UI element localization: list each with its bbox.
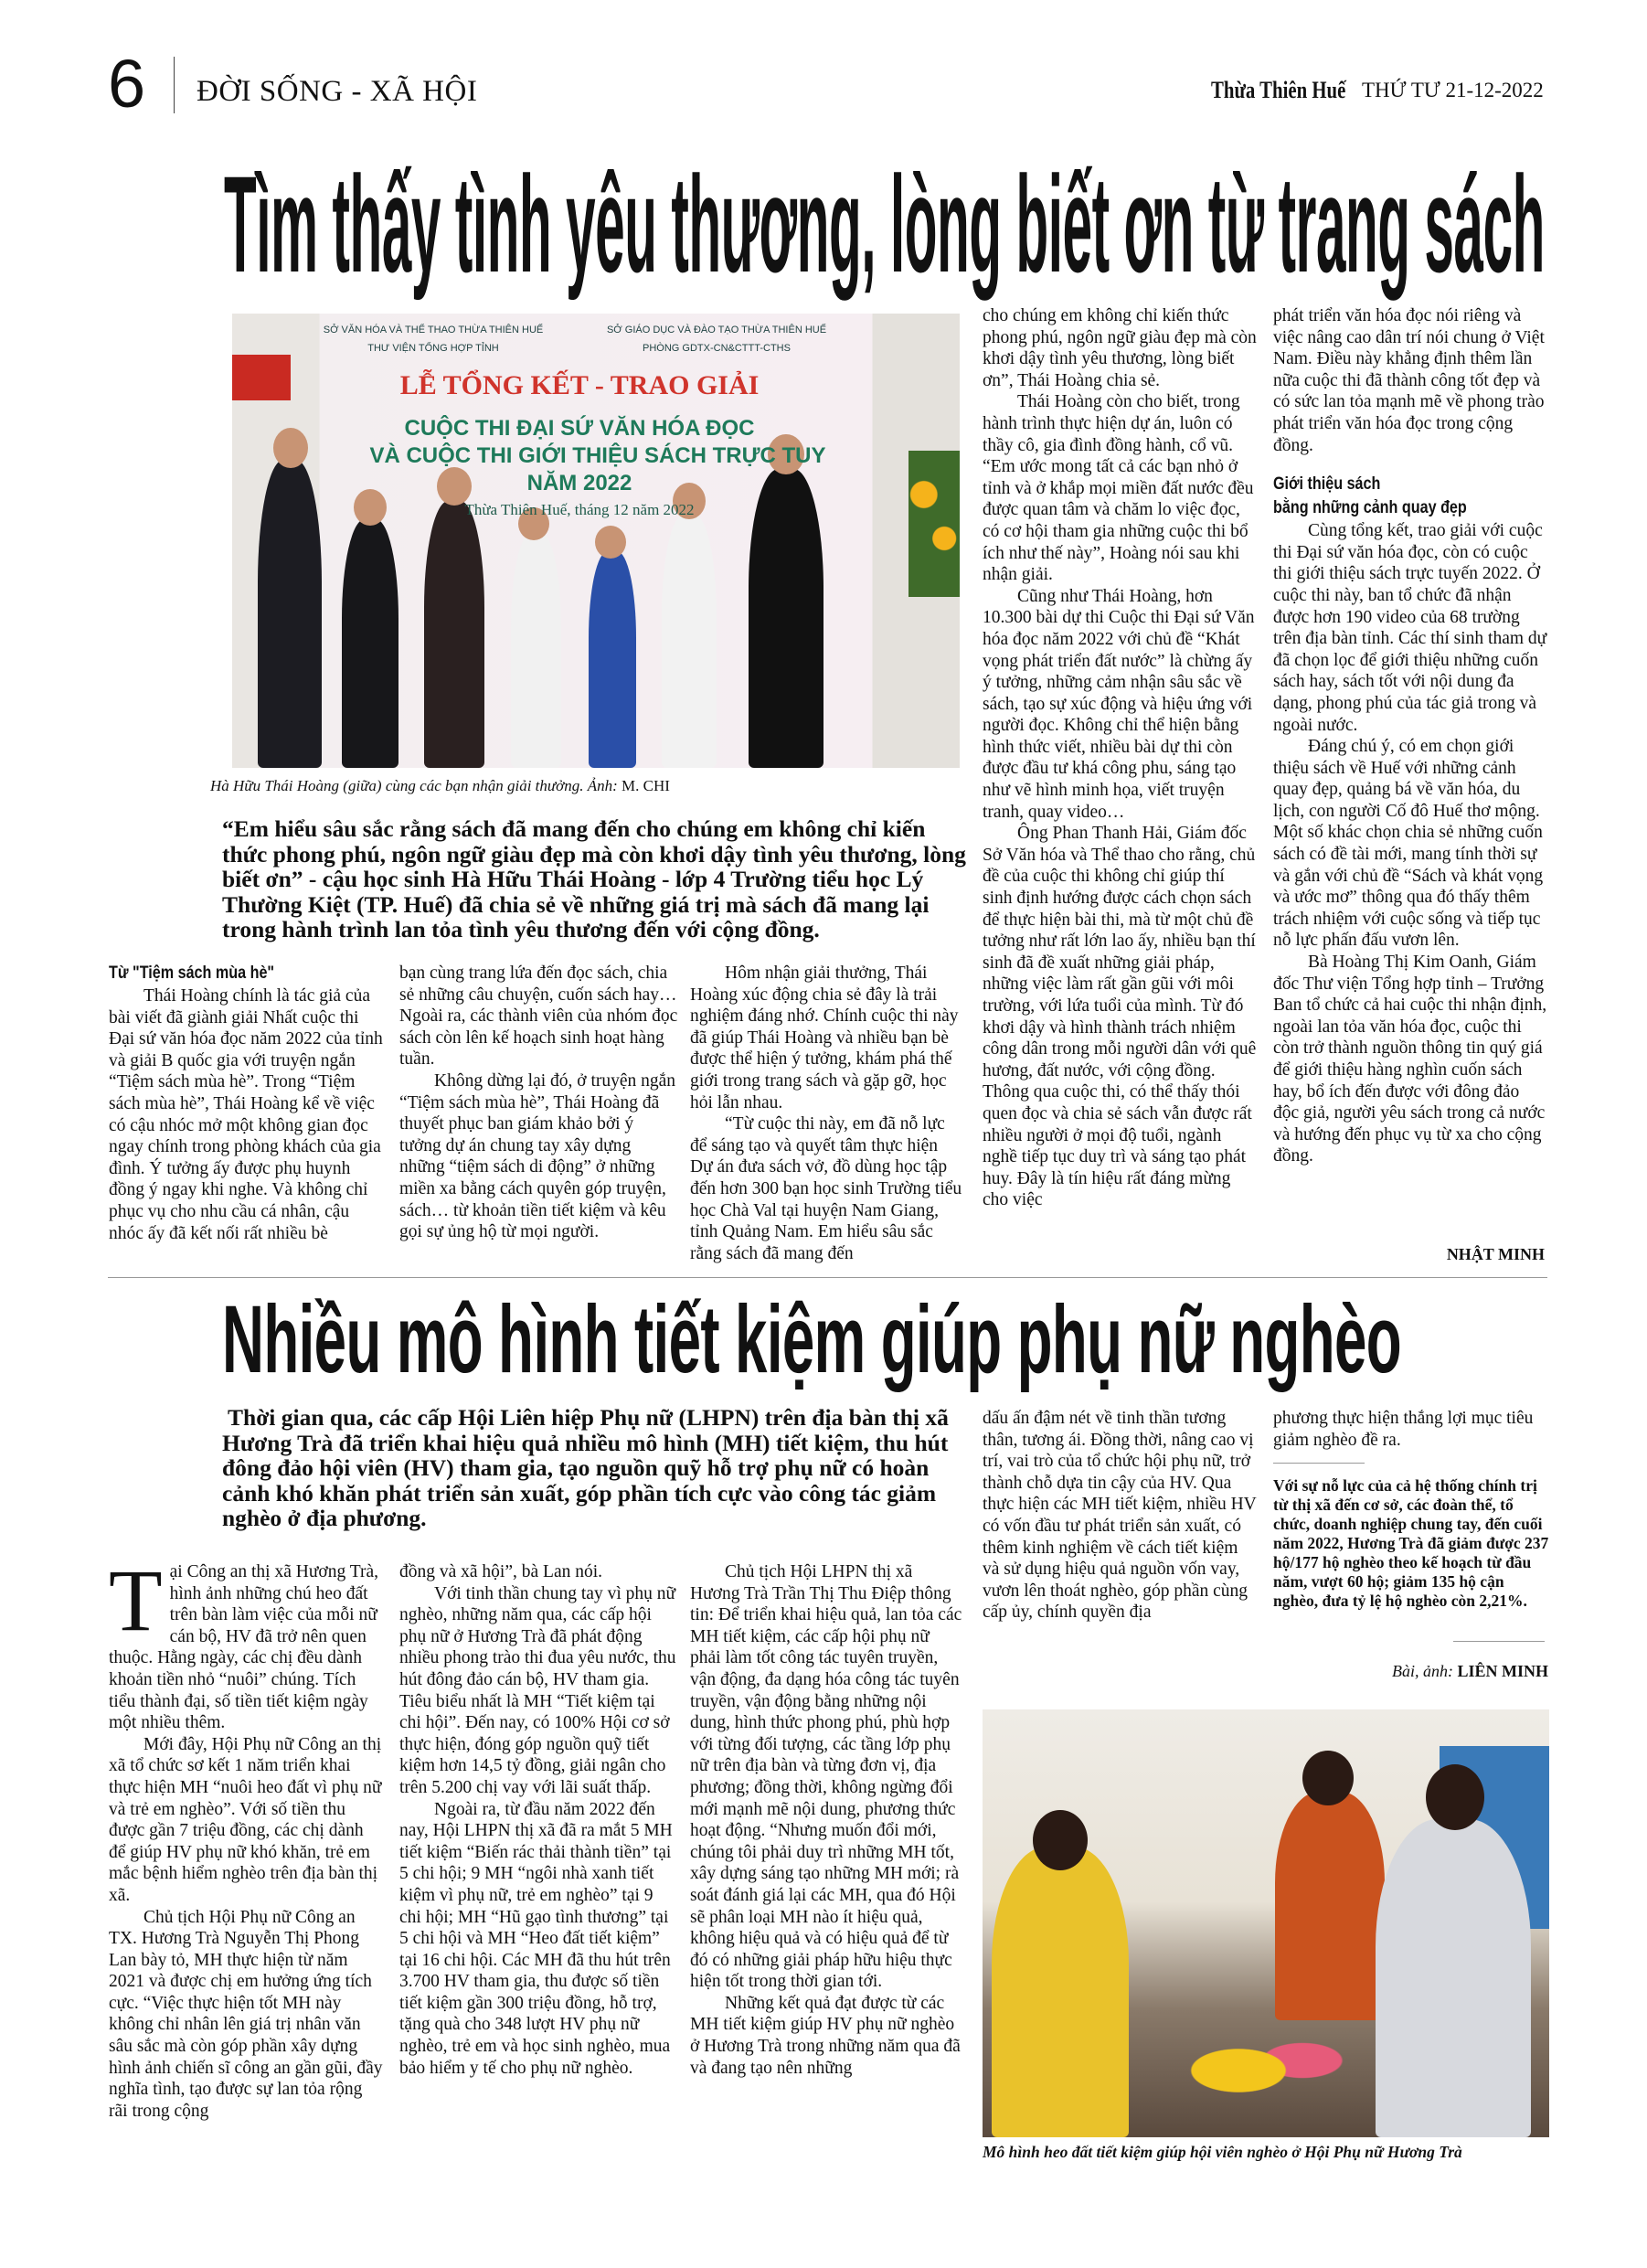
paragraph: cho chúng em không chỉ kiến thức phong phú, ngôn ngữ giàu đẹp mà còn khơi dậy tình yêu thương, lòng biết ơn”, Thái Hoàng chia sẻ.	[983, 306, 1257, 390]
paragraph: Thái Hoàng chính là tác giả của bài viết đã giành giải Nhất cuộc thi Đại sứ văn hóa đọc năm 2022 của tỉnh và giải B quốc gia với truyện ngắn “Tiệm sách mùa hè”. Trong “Tiệm sách mùa hè”, Thái Hoàng kể về việc có cậu nhóc mở một không gian đọc ngay chính trong phòng khách của gia đình. Ý tưởng ấy được phụ huynh đồng ý ngay khi nghe. Và không chỉ phục vụ cho nhu cầu cá nhân, cậu nhóc ấy đã kết nối rất nhiều bè	[109, 986, 383, 1243]
highlight-box: Với sự nỗ lực của cả hệ thống chính trị từ thị xã đến cơ sở, các đoàn thể, tổ chức, doanh nghiệp chung tay, đến cuối năm 2022, Hương Trà đã giảm được 237 hộ/177 hộ nghèo theo kế hoạch từ đầu năm, vượt 60 hộ; giảm 135 hộ cận nghèo, đưa tỷ lệ hộ nghèo còn 2,21%.	[1273, 1476, 1549, 1610]
article2-column-1	[109, 1551, 383, 2122]
issue-date: THỨ TƯ 21-12-2022	[1362, 79, 1544, 101]
photo-credit: M. CHI	[622, 777, 670, 794]
paragraphs	[1273, 520, 1547, 1167]
article1-headline: Tìm thấy tình yêu thương, lòng biết ơn từ trang sách	[224, 147, 1545, 301]
flowers	[909, 451, 960, 597]
page-number: 6	[108, 46, 146, 122]
person	[589, 551, 636, 768]
newspaper-name: Thừa Thiên Huế	[1211, 77, 1346, 103]
paragraph: Mới đây, Hội Phụ nữ Công an thị xã tổ chức sơ kết 1 năm triển khai thực hiện MH “nuôi heo đất vì phụ nữ và trẻ em nghèo”. Với số tiền thu được gần 7 triệu đồng, các chị dành để giúp HV phụ nữ khó khăn, trẻ em mắc bệnh hiểm nghèo trên địa bàn thị xã.	[109, 1734, 382, 1905]
banner-place: Thừa Thiên Huế, tháng 12 năm 2022	[464, 501, 695, 518]
banner-org-left-1: SỞ VĂN HÓA VÀ THỂ THAO THỪA THIÊN HUẾ	[323, 325, 544, 335]
wall-sign	[232, 355, 291, 400]
piggy-banks	[1165, 2020, 1348, 2121]
paragraph: Với tinh thần chung tay vì phụ nữ nghèo, những năm qua, các cấp hội phụ nữ ở Hương Trà đã phát động nhiều phong trào thi đua yêu nước, thu hút đông đảo cán bộ, HV tham gia. Tiêu biểu nhất là MH “Tiết kiệm tại chi hội”. Đến nay, có 100% Hội cơ sở thực hiện, đóng góp nguồn quỹ tiết kiệm hơn 14,5 tỷ đồng, giải ngân cho trên 5.200 chị vay với lãi suất thấp.	[399, 1583, 676, 1797]
article2-byline	[1392, 1662, 1548, 1681]
paragraphs	[109, 985, 383, 1244]
article2-headline: Nhiều mô hình tiết kiệm giúp phụ nữ nghèo	[222, 1286, 1402, 1393]
paragraph: phát triển văn hóa đọc nói riêng và việc nâng cao dân trí nói chung ở Việt Nam. Điều này khẳng định thêm lần nữa cuộc thi đã thành công tốt đẹp và có sức lan tỏa mạnh mẽ về phong trào phát triển văn hóa đọc trong cộng đồng.	[1273, 306, 1545, 455]
paragraph: Những kết quả đạt được từ các MH tiết kiệm giúp HV phụ nữ nghèo ở Hương Trà trong những năm qua đã và đang tạo nên những	[690, 1993, 961, 2078]
person	[258, 460, 322, 768]
paragraph: dấu ấn đậm nét về tinh thần tương thân, tương ái. Đồng thời, nâng cao vị trí, vai trò của tổ chức hội phụ nữ, trở thành chỗ dựa tin cậy của HV. Qua thực hiện các MH tiết kiệm, nhiều HV có vốn đầu tư phát triển sản xuất, có thêm kinh nghiệm về cách tiết kiệm và sử dụng hiệu quả nguồn vốn vay, vươn lên thoát nghèo, góp phần cùng cấp ủy, chính quyền địa	[983, 1409, 1257, 1623]
caption-text: Hà Hữu Thái Hoàng (giữa) cùng các bạn nhận giải thưởng. Ảnh:	[210, 777, 622, 794]
head	[273, 428, 308, 468]
person	[1275, 1792, 1385, 2020]
banner-org-left-2: THƯ VIỆN TỔNG HỢP TỈNH	[367, 343, 499, 354]
article1-column-4	[983, 305, 1257, 1211]
paragraph: Cũng như Thái Hoàng, hơn 10.300 bài dự thi Cuộc thi Đại sứ Văn hóa đọc năm 2022 với chủ đề “Khát vọng phát triển đất nước” là chừng ấy ý tưởng, những cảm nhận sâu sắc về sách, tạo sự xúc động và hiệu ứng với người đọc. Không chỉ thể hiện bằng hình thức viết, nhiều bài dự thi còn được đầu tư khá công phu, sáng tạo như vẽ hình minh họa, viết truyện tranh, quay video…	[983, 586, 1255, 822]
article1-column-5	[1273, 305, 1547, 1167]
banner-year: NĂM 2022	[526, 471, 632, 495]
head	[1033, 1810, 1088, 1870]
article2-photo-caption: Mô hình heo đất tiết kiệm giúp hội viên nghèo ở Hội Phụ nữ Hương Trà	[983, 2143, 1462, 2161]
banner-org-right-1: SỞ GIÁO DỤC VÀ ĐÀO TẠO THỪA THIÊN HUẾ	[606, 325, 827, 335]
person	[342, 519, 398, 768]
person	[424, 501, 484, 768]
article1-column-3	[690, 963, 962, 1264]
paragraph: Chủ tịch Hội Phụ nữ Công an TX. Hương Trà Nguyễn Thị Phong Lan bày tỏ, MH thực hiện từ năm 2021 và được chị em hưởng ứng tích cực. “Việc thực hiện tốt MH này không chỉ nhân lên giá trị nhân văn sâu sắc mà còn góp phần xây dựng hình ảnh chiến sĩ công an gần gũi, đầy nghĩa tình, tạo được sự lan tỏa rộng rãi trong cộng	[109, 1907, 383, 2121]
paragraph: Đáng chú ý, có em chọn giới thiệu sách về Huế với những cảnh quay đẹp, quảng bá về văn hóa, du lịch, con người Cố đô Huế thơ mộng. Một số khác chọn chia sẻ những cuốn sách có đề tài mới, mang tính thời sự và gắn với chủ đề “Sách và khát vọng và ước mơ” thông qua đó thấy thêm trách nhiệm với cuộc sống và tiếp tục nỗ lực phấn đấu vươn lên.	[1273, 737, 1544, 951]
banner-org-right-2: PHÒNG GDTX-CN&CTTT-CTHS	[643, 343, 791, 354]
person	[1376, 1819, 1531, 2137]
paragraph: “Từ cuộc thi này, em đã nỗ lực để sáng tạo và quyết tâm thực hiện Dự án đưa sách vở, đồ dùng học tập đến hơn 300 bạn học sinh Trường tiểu học Chà Val tại huyện Nam Giang, tỉnh Quảng Nam. Em hiểu sâu sắc rằng sách đã mang đến	[690, 1114, 962, 1263]
byline-prefix: Bài, ảnh:	[1391, 1662, 1458, 1680]
paragraph: Thái Hoàng còn cho biết, trong hành trình thực hiện dự án, luôn có thầy cô, gia đình đồng hành, cổ vũ. “Em ước mong tất cả các bạn nhỏ ở tỉnh và ở khắp mọi miền đất nước đều được quan tâm và chăm lo việc đọc, có cơ hội tham gia những cuộc thi bổ ích như thế này”, Hoàng nói sau khi nhận giải.	[983, 392, 1254, 585]
article1-column-2	[399, 963, 678, 1243]
banner-title: LỄ TỔNG KẾT - TRAO GIẢI	[399, 370, 760, 400]
article1-photo	[232, 314, 960, 768]
head	[595, 526, 626, 559]
paragraph: bạn cùng trang lứa đến đọc sách, chia sẻ những câu chuyện, cuốn sách hay… Ngoài ra, các thành viên của nhóm đọc sách còn lên kế hoạch sinh hoạt hàng tuần.	[399, 964, 678, 1070]
article2-column-3	[690, 1561, 962, 2079]
paragraph: Chủ tịch Hội LHPN thị xã Hương Trà Trần Thị Thu Điệp thông tin: Để triển khai hiệu quả, lan tỏa các MH tiết kiệm, các cấp hội phụ nữ phải làm tốt công tác tuyên truyền, vận động, đa dạng hóa công tác tuyên truyền, vận động bằng những nội dung, hình thức phong phú, phù hợp với từng đối tượng, các tầng lớp phụ nữ trên địa bàn và từng đơn vị, địa phương; đồng thời, không ngừng đổi mới mạnh mẽ nội dung, phương thức hoạt động. “Nhưng muốn đổi mới, chúng tôi phải duy trì những MH tốt, xây dựng sáng tạo những MH mới; rà soát đánh giá lại các MH, qua đó Hội sẽ phân loại MH nào ít hiệu quả, không hiệu quả và có hiệu quả để từ đó có những giải pháp hữu hiệu thực hiện tốt trong thời gian tới.	[690, 1562, 962, 1992]
box-rule-bottom	[1453, 1641, 1545, 1642]
paragraph: Ngoài ra, từ đầu năm 2022 đến nay, Hội LHPN thị xã đã ra mắt 5 MH tiết kiệm “Biến rác thải thành tiền” tại 5 chi hội; 9 MH “ngôi nhà xanh tiết kiệm vì phụ nữ, trẻ em nghèo” tại 9 chi hội; MH “Hũ gạo tình thương” tại 5 chi hội và MH “Heo đất tiết kiệm” tại 16 chi hội. Các MH đã thu hút trên 3.700 HV tham gia, thu được số tiền tiết kiệm gần 300 triệu đồng, hỗ trợ, tặng quà cho 348 lượt HV phụ nữ nghèo, trẻ em và học sinh nghèo, mua bảo hiểm y tế cho phụ nữ nghèo.	[399, 1799, 673, 2078]
article1-column-1	[109, 962, 383, 1244]
paragraph: Bà Hoàng Thị Kim Oanh, Giám đốc Thư viện Tổng hợp tỉnh – Trưởng Ban tổ chức cả hai cuộc thi nhận định, ngoài lan tỏa văn hóa đọc, cuộc thi còn trở thành nguồn thông tin quý giá để giới thiệu hàng nghìn cuốn sách hay, bổ ích đến được với đông đảo độc giả, người yêu sách trong cả nước và hướng đến phục vụ từ xa cho cộng đồng.	[1273, 953, 1547, 1166]
header-divider	[174, 57, 175, 113]
person	[511, 533, 561, 768]
article2-column-4	[983, 1408, 1257, 1624]
paragraph: Không dừng lại đó, ở truyện ngắn “Tiệm sách mùa hè”, Thái Hoàng đã thuyết phục ban giám khảo bởi ý tưởng dự án chung tay xây dựng những “tiệm sách di động” ở những miền xa bằng cách quyên góp truyện, sách… từ khoản tiền tiết kiệm và kêu gọi sự ủng hộ từ mọi người.	[399, 1070, 676, 1242]
byline-name: LIÊN MINH	[1457, 1662, 1548, 1680]
paragraph: ại Công an thị xã Hương Trà, hình ảnh những chú heo đất trên bàn làm việc của mỗi nữ cán bộ, HV đã trở nên quen thuộc. Hằng ngày, các chị đều dành khoản tiền nhỏ “nuôi” chúng. Tích tiểu thành đại, số tiền tiết kiệm ngày một nhiều thêm.	[109, 1562, 378, 1733]
section-title: ĐỜI SỐNG - XÃ HỘI	[197, 75, 478, 108]
subheading: bằng những cảnh quay đẹp	[1273, 498, 1467, 518]
paragraph: Ông Phan Thanh Hải, Giám đốc Sở Văn hóa và Thể thao cho rằng, chủ đề của cuộc thi không chỉ giúp thí sinh định hướng được cách chọn sách để thực hiện bài thi, mà từ một chủ đề tưởng như rất lớn lao ấy, nhiều bạn thí sinh đã đề xuất những giải pháp, những việc làm rất gần gũi với môi trường, với lứa tuổi của mình. Từ đó khơi dậy và hình thành trách nhiệm công dân trong mỗi người dân với quê hương, đất nước, với cộng đồng. Thông qua cuộc thi, có thể thấy thói quen đọc và chia sẻ sách vẫn được rất nhiều người ở mọi độ tuổi, ngành nghề tiếp tục duy trì và sáng tạo phát huy. Đây là tín hiệu rất đáng mừng cho việc	[983, 824, 1257, 1210]
article1-pull-quote: “Em hiểu sâu sắc rằng sách đã mang đến cho chúng em không chỉ kiến thức phong phú, ngôn ngữ giàu đẹp mà còn khơi dậy tình yêu thương, lòng biết ơn” - cậu học sinh Hà Hữu Thái Hoàng - lớp 4 Trường tiểu học Lý Thường Kiệt (TP. Huế) đã chia sẻ về những giá trị mà sách đã mang lại trong hành trình lan tỏa tình yêu thương đến với cộng đồng.	[222, 815, 966, 942]
subheading: Từ "Tiệm sách mùa hè"	[109, 964, 275, 983]
paragraph: đồng và xã hội”, bà Lan nói.	[399, 1562, 603, 1581]
head	[1426, 1764, 1484, 1830]
paragraph: phương thực hiện thắng lợi mục tiêu giảm nghèo đề ra.	[1273, 1409, 1534, 1450]
article2-column-5	[1273, 1408, 1552, 1451]
subheading: Giới thiệu sách	[1273, 474, 1381, 495]
paragraphs	[1273, 305, 1547, 456]
drop-cap: T	[109, 1551, 163, 1649]
article1-photo-caption	[210, 777, 670, 795]
paragraph: Hôm nhận giải thưởng, Thái Hoàng xúc động chia sẻ đây là trải nghiệm đáng nhớ. Chính cuộc thi này đã giúp Thái Hoàng và nhiều bạn bè được thể hiện ý tưởng, khám phá thế giới trong trang sách và gặp gỡ, học hỏi lẫn nhau.	[690, 964, 959, 1113]
person	[992, 1847, 1129, 2137]
person	[662, 515, 717, 768]
banner-line-1: CUỘC THI ĐẠI SỨ VĂN HÓA ĐỌC	[404, 416, 755, 441]
article-separator	[108, 1277, 1547, 1278]
head	[1302, 1751, 1354, 1805]
article1-byline: NHẬT MINH	[1446, 1245, 1545, 1263]
article2-lead: Thời gian qua, các cấp Hội Liên hiệp Phụ nữ (LHPN) trên địa bàn thị xã Hương Trà đã triển khai hiệu quả nhiều mô hình (MH) tiết kiệm, thu hút đông đảo hội viên (HV) tham gia, tạo nguồn quỹ hỗ trợ phụ nữ có hoàn cảnh khó khăn phát triển sản xuất, góp phần tích cực vào công tác giảm nghèo ở địa phương.	[222, 1404, 949, 1531]
paragraph: Cùng tổng kết, trao giải với cuộc thi Đại sứ văn hóa đọc, còn có cuộc thi giới thiệu sách trực tuyến 2022. Ở cuộc thi này, ban tổ chức đã nhận được hơn 190 video của 68 trường trên địa bàn tỉnh. Các thí sinh tham dự đã chọn lọc để giới thiệu những cuốn sách hay, sách tốt với nội dung đa dạng, phong phú của tác giả trong và ngoài nước.	[1273, 521, 1547, 735]
banner-line-2: VÀ CUỘC THI GIỚI THIỆU SÁCH TRỰC TUY	[369, 443, 826, 468]
article2-photo	[983, 1709, 1549, 2137]
box-rule-top	[1273, 1463, 1365, 1464]
article2-column-2	[399, 1561, 678, 2079]
